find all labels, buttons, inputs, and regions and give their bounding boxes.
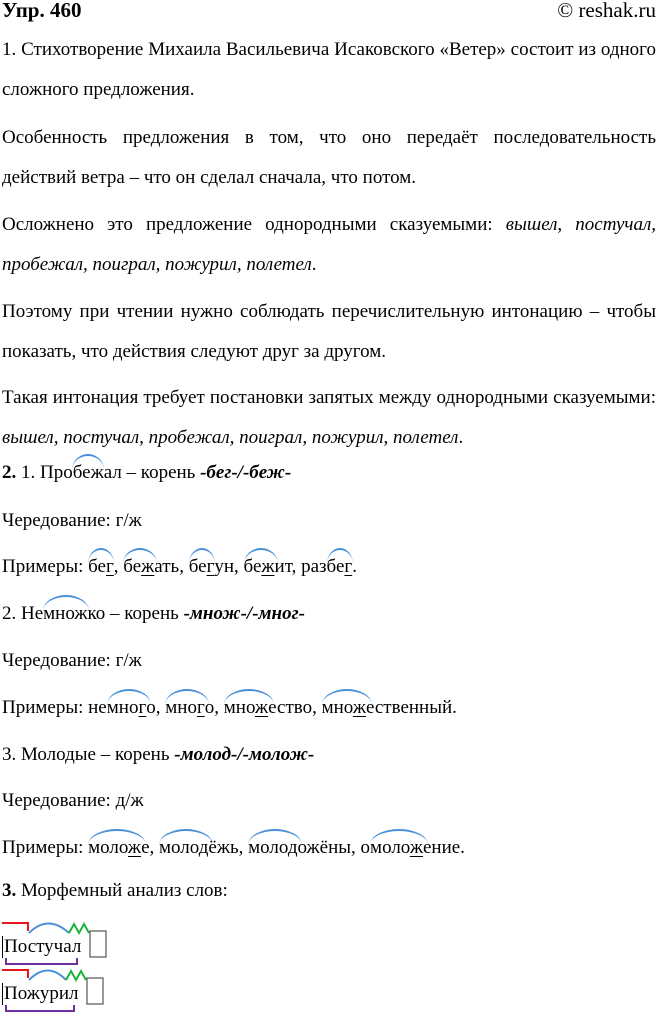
example: беж [123, 556, 155, 577]
word-rest: ал – корень [103, 462, 201, 483]
predicates-list: вышел, постучал, пробежал, поиграл, пожурил, полетел [2, 427, 459, 448]
root-heading-2 [2, 603, 305, 625]
example: бег [326, 556, 353, 577]
root-label: -молод-/-молож- [174, 744, 315, 765]
alternation-2: Чередование: г/ж [2, 650, 142, 671]
example: множ [223, 697, 269, 718]
example: мног [165, 697, 205, 718]
example: мног [106, 697, 147, 718]
root-arc: беж [72, 462, 104, 483]
analyzed-word: Пожурил [4, 983, 79, 1004]
example: молож [370, 837, 423, 858]
section-number: 3. [2, 880, 17, 901]
root-heading-1 [2, 462, 291, 484]
example: беж [243, 556, 275, 577]
word-prefix: 2. Не [2, 603, 44, 624]
examples-label: Примеры: [2, 837, 89, 858]
examples-2: Примеры: немного, много, множество, множественный. [2, 697, 457, 718]
example: молод [248, 837, 298, 858]
example: молод [159, 837, 209, 858]
examples-1: Примеры: бег, бежать, бегун, бежит, разбег. [2, 556, 357, 577]
analyzed-word: Постучал [4, 936, 82, 957]
example: бег [188, 556, 215, 577]
site-watermark: © reshak.ru [557, 0, 656, 22]
morpheme-word-1 [2, 918, 112, 966]
alternation-3: Чередование: д/ж [2, 790, 144, 811]
paragraph-3 [2, 205, 656, 285]
root-label: -бег-/-беж- [200, 462, 292, 483]
section-title: Морфемный анализ слов: [16, 880, 228, 901]
paragraph-3-text: Осложнено это предложение однородными сказуемыми: [2, 214, 506, 235]
period: . [458, 427, 464, 448]
paragraph-5 [2, 378, 656, 458]
paragraph-4: Поэтому при чтении нужно соблюдать перечислительную интонацию – чтобы показать, что действия следуют друг за другом. [2, 301, 656, 362]
period: . [311, 254, 317, 275]
predicates-list: вышел, постучал, пробежал, поиграл, пожурил, полетел [2, 214, 656, 275]
root-label: -множ-/-мног- [183, 603, 305, 624]
word-prefix: 1. Про [16, 462, 73, 483]
section-number: 2. [2, 462, 17, 483]
example: бег [88, 556, 114, 577]
exercise-title: Упр. 460 [2, 0, 82, 22]
example: множ [321, 697, 366, 718]
paragraph-1: 1. Стихотворение Михаила Васильевича Исаковского «Ветер» состоит из одного сложного предложения. [2, 39, 656, 100]
examples-label: Примеры: [2, 697, 89, 718]
word-prefix: 3. Молодые – корень [2, 744, 175, 765]
paragraph-5-text: Такая интонация требует постановки запятых между однородными сказуемыми: [2, 387, 656, 408]
example: молож [88, 837, 142, 858]
root-arc: множ [43, 603, 88, 624]
root-heading-3 [2, 744, 314, 766]
examples-label: Примеры: [2, 556, 89, 577]
examples-3: Примеры: моложе, молодёжь, молодожёны, омоложение. [2, 837, 465, 858]
alternation-1: Чередование: г/ж [2, 510, 142, 531]
morphemic-heading [2, 880, 228, 902]
morpheme-word-2 [2, 965, 112, 1013]
paragraph-2: Особенность предложения в том, что оно передаёт последовательность действий ветра – что он сделал сначала, что потом. [2, 127, 656, 188]
page-header [2, 0, 656, 26]
word-rest: ко – корень [87, 603, 184, 624]
